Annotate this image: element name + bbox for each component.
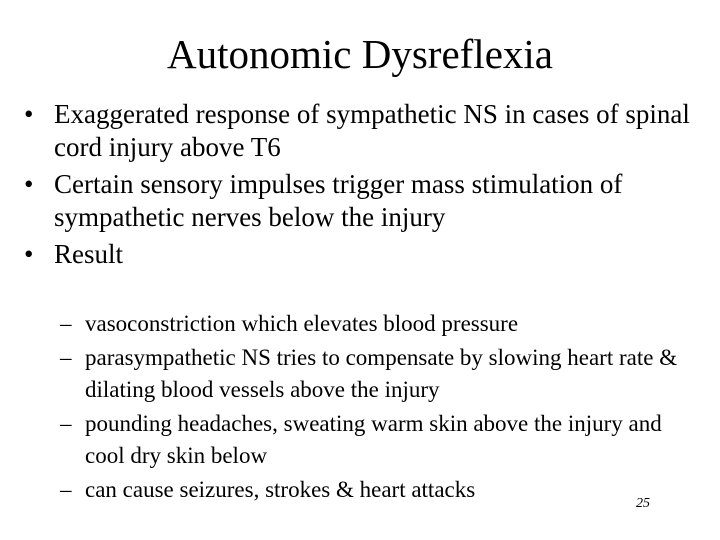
sub-bullet-marker: – [60,477,72,502]
bullet-marker: • [24,239,34,269]
bullet-text: Certain sensory impulses trigger mass stimulation of sympathetic nerves below the injury [54,169,623,232]
bullet-marker: • [24,169,34,199]
bullet-list [24,98,704,275]
sub-bullet-list [60,308,680,508]
sub-bullet-item [60,474,680,506]
sub-bullet-item [60,308,680,340]
sub-bullet-text: pounding headaches, sweating warm skin above the injury and cool dry skin below [85,411,662,468]
sub-bullet-text: vasoconstriction which elevates blood pressure [85,311,519,336]
page-number: 25 [636,496,650,511]
sub-bullet-marker: – [60,311,72,336]
bullet-text: Result [54,239,124,269]
sub-bullet-text: parasympathetic NS tries to compensate by slowing heart rate & dilating blood vessels above the injury [85,345,678,402]
sub-bullet-item [60,342,680,406]
bullet-item [24,98,704,164]
sub-bullet-marker: – [60,345,72,370]
sub-bullet-text: can cause seizures, strokes & heart attacks [85,477,476,502]
sub-bullet-marker: – [60,411,72,436]
bullet-marker: • [24,99,34,129]
bullet-text: Exaggerated response of sympathetic NS in cases of spinal cord injury above T6 [54,99,690,162]
bullet-item [24,238,704,271]
slide-title: Autonomic Dysreflexia [167,31,553,77]
sub-bullet-item [60,408,680,472]
bullet-item [24,168,704,234]
